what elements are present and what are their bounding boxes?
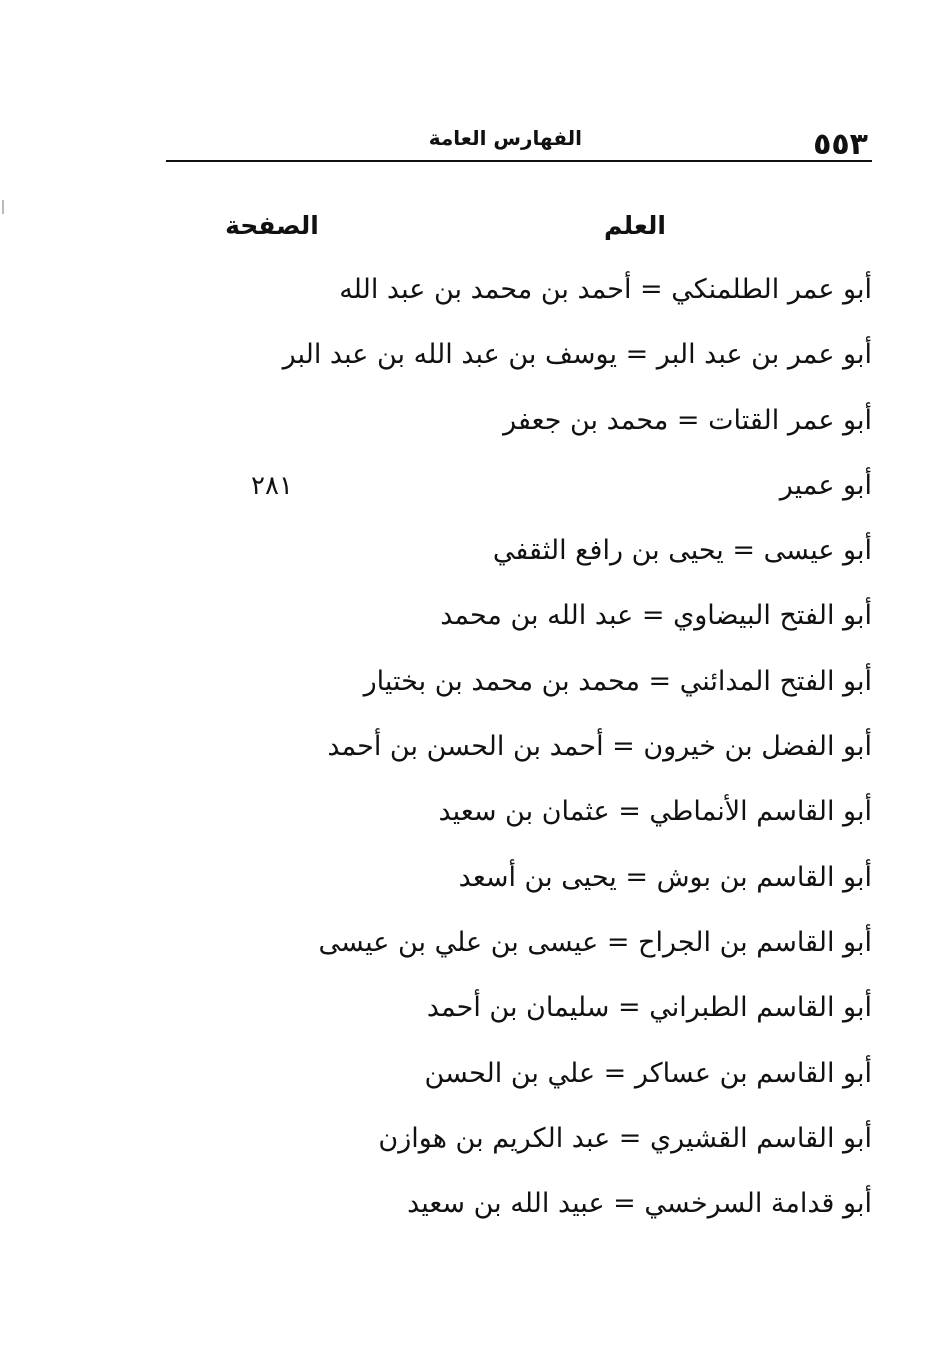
entry-name: أبو عمر القتات = محمد بن جعفر [503,404,872,436]
index-entry [160,1117,872,1182]
entry-page: ٢٨١ [251,470,293,501]
index-entry [160,790,872,855]
index-entry [160,333,872,398]
entry-name: أبو عيسى = يحيى بن رافع الثقفي [492,535,872,567]
entry-name: أبو القاسم الطبراني = سليمان بن أحمد [426,992,872,1024]
running-title: الفهارس العامة [428,126,582,150]
index-entry [160,464,872,529]
entry-name: أبو القاسم بن الجراح = عيسى بن علي بن عيسى [318,926,872,958]
index-entry [160,921,872,986]
entry-name: أبو الفضل بن خيرون = أحمد بن الحسن بن أحمد [327,731,872,763]
page-number: ٥٥٣ [813,127,868,162]
entry-name: أبو الفتح المدائني = محمد بن محمد بن بختيار [363,665,872,697]
index-entry [160,725,872,790]
index-entry [160,529,872,594]
header-rule [166,160,872,162]
entry-name: أبو الفتح البيضاوي = عبد الله بن محمد [440,600,872,632]
index-entry [160,1052,872,1117]
column-heading-page: الصفحة [225,211,319,240]
margin-mark [2,200,4,214]
index-entry [160,856,872,921]
entry-name: أبو القاسم الأنماطي = عثمان بن سعيد [438,796,872,828]
entry-name: أبو قدامة السرخسي = عبيد الله بن سعيد [407,1188,872,1220]
entry-name: أبو عمر الطلمنكي = أحمد بن محمد بن عبد الله [339,274,872,305]
entry-name: أبو القاسم بن بوش = يحيى بن أسعد [458,861,872,893]
entry-name: أبو عمير [779,469,872,501]
page-header [166,118,872,164]
index-entries-list [160,268,872,1247]
index-entry [160,399,872,464]
entry-name: أبو القاسم بن عساكر = علي بن الحسن [424,1057,872,1089]
index-entry [160,1182,872,1247]
entry-name: أبو القاسم القشيري = عبد الكريم بن هوازن [378,1122,872,1154]
index-entry [160,986,872,1051]
column-heading-name: العلم [604,211,666,240]
index-entry [160,268,872,333]
index-entry [160,594,872,659]
index-entry [160,660,872,725]
entry-name: أبو عمر بن عبد البر = يوسف بن عبد الله بن عبد البر [282,339,872,371]
